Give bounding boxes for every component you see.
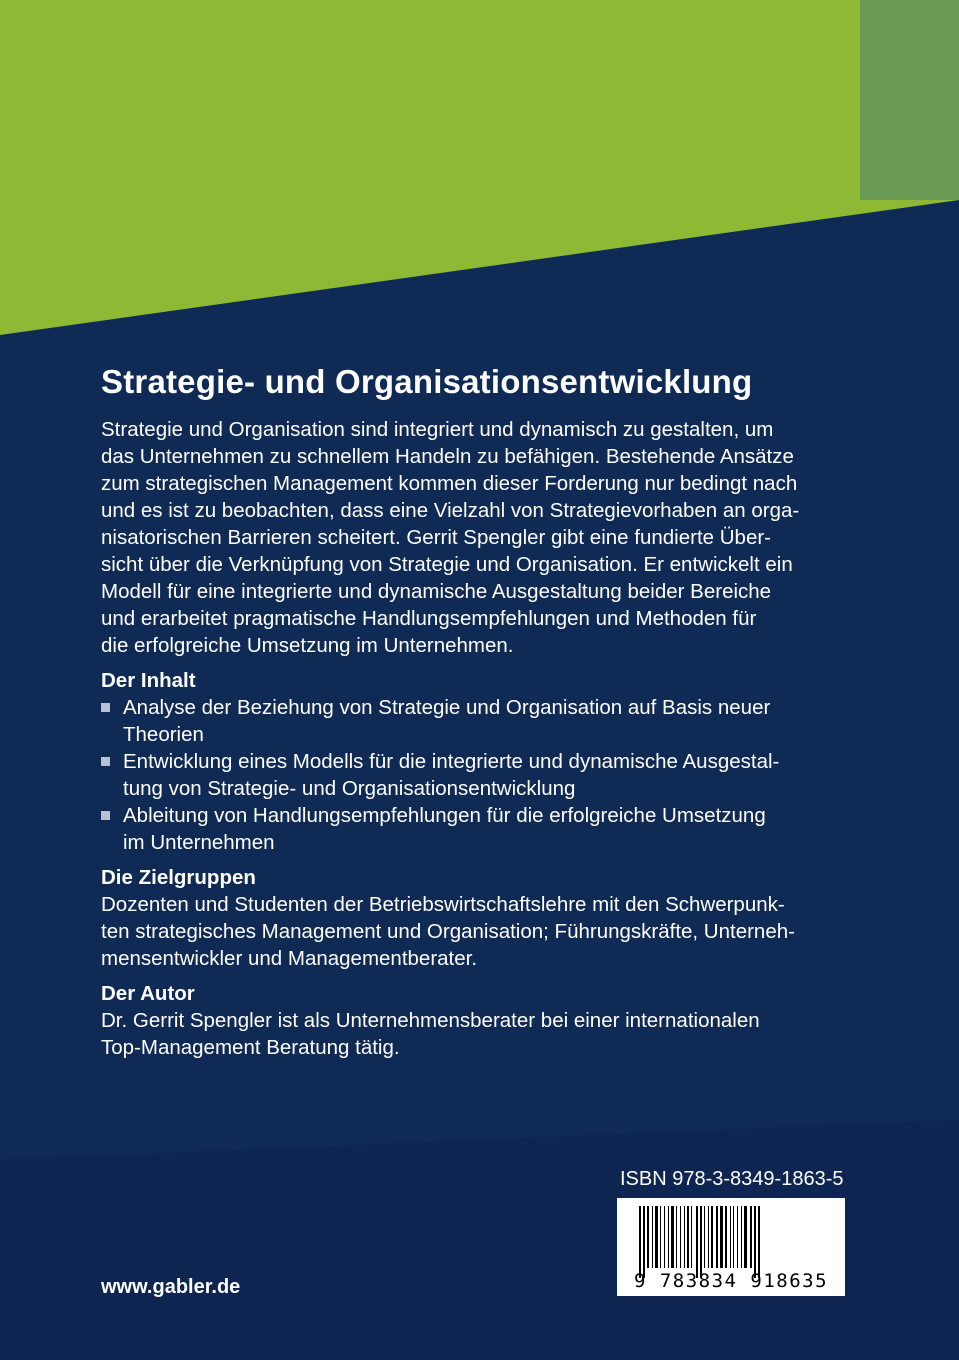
barcode-bar	[716, 1206, 718, 1268]
square-bullet-icon	[101, 811, 110, 820]
green-band	[0, 0, 959, 335]
barcode-bar	[696, 1206, 698, 1278]
intro-line: Modell für eine integrierte und dynamische Ausgestaltung beider Bereiche	[101, 580, 772, 603]
back-cover-text	[101, 362, 861, 1061]
barcode-bar	[700, 1206, 702, 1278]
barcode-bar	[664, 1206, 665, 1268]
barcode-bar	[754, 1206, 756, 1278]
barcode-bar	[730, 1206, 731, 1268]
barcode-bar	[655, 1206, 658, 1268]
isbn-number: ISBN 978-3-8349-1863-5	[620, 1168, 844, 1190]
inhalt-list	[101, 694, 861, 856]
section-heading-zielgruppen: Die Zielgruppen	[101, 866, 256, 889]
barcode-bar	[652, 1206, 653, 1268]
barcode-bar	[687, 1206, 689, 1268]
intro-line: sicht über die Verknüpfung von Strategie und Organisation. Er entwickelt ein	[101, 553, 793, 576]
barcode-bar	[684, 1206, 685, 1268]
barcode-bar	[639, 1206, 641, 1278]
barcode-bar	[744, 1206, 747, 1268]
intro-line: nisatorischen Barrieren scheitert. Gerrit Spengler gibt eine fundierte Über-	[101, 526, 771, 549]
section-heading-inhalt: Der Inhalt	[101, 669, 196, 692]
barcode-bar	[737, 1206, 738, 1268]
barcode-bar	[711, 1206, 713, 1268]
barcode-bar	[758, 1206, 760, 1278]
barcode-bar	[643, 1206, 645, 1278]
list-item: Entwicklung eines Modells für die integrierte und dynamische Ausgestal- tung von Strategie- und Organisationsentwicklung	[101, 748, 861, 802]
barcode	[617, 1198, 845, 1296]
intro-line: zum strategischen Management kommen dieser Forderung nur bedingt nach	[101, 472, 798, 495]
intro-line: die erfolgreiche Umsetzung im Unternehmen.	[101, 634, 514, 657]
list-item: Ableitung von Handlungsempfehlungen für die erfolgreiche Umsetzung im Unternehmen	[101, 802, 861, 856]
barcode-bar	[647, 1206, 649, 1268]
barcode-bar	[741, 1206, 742, 1268]
barcode-bar	[725, 1206, 727, 1268]
book-title: Strategie- und Organisationsentwicklung	[101, 363, 753, 400]
intro-paragraph	[101, 416, 861, 659]
barcode-bar	[733, 1206, 734, 1268]
intro-line: und erarbeitet pragmatische Handlungsempfehlungen und Methoden für	[101, 607, 757, 630]
green-band-right	[860, 0, 959, 200]
list-item: Analyse der Beziehung von Strategie und Organisation auf Basis neuer Theorien	[101, 694, 861, 748]
barcode-bar	[668, 1206, 669, 1268]
barcode-bar	[704, 1206, 705, 1268]
barcode-bar	[671, 1206, 674, 1268]
barcode-bar	[720, 1206, 723, 1268]
intro-line: Strategie und Organisation sind integriert und dynamisch zu gestalten, um	[101, 418, 774, 441]
intro-line: und es ist zu beobachten, dass eine Vielzahl von Strategievorhaben an orga-	[101, 499, 800, 522]
publisher-website[interactable]: www.gabler.de	[101, 1276, 241, 1298]
barcode-bar	[660, 1206, 661, 1268]
square-bullet-icon	[101, 757, 110, 766]
barcode-bar	[708, 1206, 709, 1268]
square-bullet-icon	[101, 703, 110, 712]
barcode-bar	[676, 1206, 677, 1268]
intro-line: das Unternehmen zu schnellem Handeln zu befähigen. Bestehende Ansätze	[101, 445, 794, 468]
barcode-bar	[691, 1206, 692, 1268]
barcode-digits: 9 783834 918635	[633, 1270, 829, 1292]
barcode-bar	[680, 1206, 681, 1268]
autor-paragraph: Dr. Gerrit Spengler ist als Unternehmensberater bei einer internationalen Top-Management Beratung tätig.	[101, 1009, 760, 1059]
barcode-bar	[750, 1206, 752, 1268]
zielgruppen-paragraph: Dozenten und Studenten der Betriebswirtschaftslehre mit den Schwerpunk- ten strategisches Management und Organisation; Führungskräfte, Unterneh- mensentwickler und Managementberater.	[101, 893, 795, 970]
section-heading-autor: Der Autor	[101, 982, 195, 1005]
